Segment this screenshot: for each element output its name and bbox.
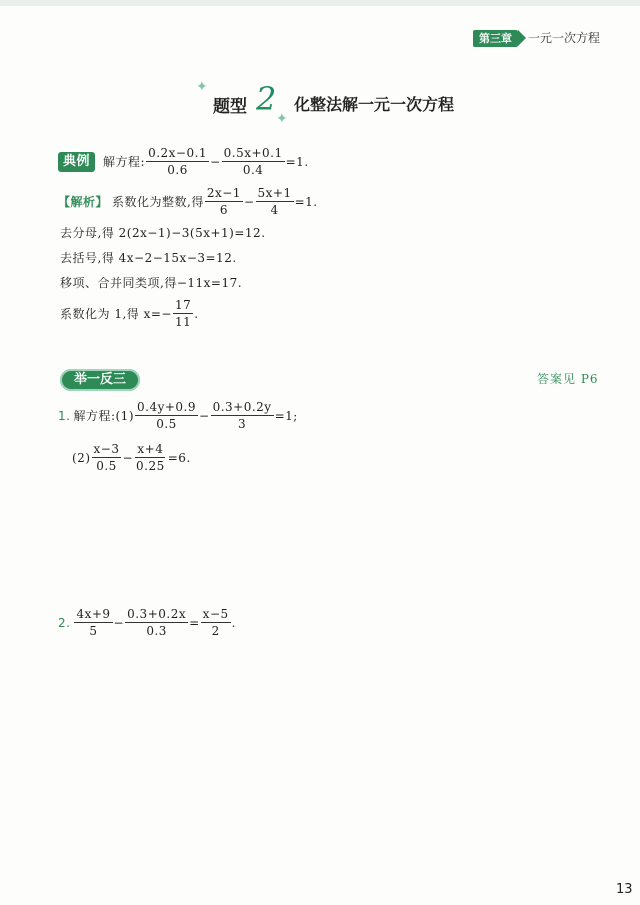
- analysis-step4: 移项、合并同类项,得−11x=17.: [60, 276, 243, 290]
- fraction: $\frac{0.5x+0.1}{0.4}$: [223, 146, 283, 177]
- practice-tag: 举一反三: [60, 369, 140, 391]
- fraction: $\frac{4x+9}{5}$: [76, 607, 111, 638]
- fraction: $\frac{0.3+0.2x}{0.3}$: [127, 607, 187, 638]
- answer-reference: 答案见 P6: [537, 372, 599, 386]
- example-prompt: 解方程:: [103, 155, 146, 169]
- section-title-word: 题型: [213, 97, 247, 117]
- fraction: $\frac{2x-1}{6}$: [206, 186, 241, 217]
- fraction: $\frac{x-5}{2}$: [202, 607, 229, 638]
- fraction: $\frac{0.3+0.2y}{3}$: [212, 400, 272, 431]
- fraction: $\frac{x+4}{0.25}$: [136, 442, 165, 473]
- question-1-part-2: (2) $\frac{x-3}{0.5}$ − $\frac{x+4}{0.25}$ =6.: [72, 442, 191, 473]
- question-1: 1. 解方程:(1) $\frac{0.4y+0.9}{0.5}$ − $\frac{0.3+0.2y}{3}$ =1;: [58, 400, 298, 431]
- analysis-step3: 去括号,得 4x−2−15x−3=12.: [60, 251, 237, 265]
- example-line: 典例 解方程: $\frac{0.2x-0.1}{0.6}$ − $\frac{0.5x+0.1}{0.4}$ =1.: [58, 146, 309, 177]
- fraction: $\frac{0.2x-0.1}{0.6}$: [148, 146, 208, 177]
- page-number: 13: [616, 882, 633, 897]
- section-title-number: 2: [256, 80, 277, 118]
- chapter-badge: 第三章: [473, 30, 518, 47]
- question-number: 2.: [58, 615, 71, 630]
- page-top-strip: [0, 0, 640, 6]
- analysis-step1: 【解析】 系数化为整数,得 $\frac{2x-1}{6}$ − $\frac{5x+1}{4}$ =1.: [58, 186, 318, 217]
- fraction: $\frac{5x+1}{4}$: [257, 186, 292, 217]
- analysis-step5: 系数化为 1,得 x=− $\frac{17}{11}$ .: [60, 298, 199, 329]
- question-2: 2. $\frac{4x+9}{5}$ − $\frac{0.3+0.2x}{0.3}$ = $\frac{x-5}{2}$ .: [58, 607, 236, 638]
- chapter-title: 一元一次方程: [528, 31, 601, 45]
- fraction: $\frac{17}{11}$: [174, 298, 192, 329]
- sparkle-icon: ✦: [276, 111, 288, 127]
- section-title: 化整法解一元一次方程: [294, 95, 455, 114]
- fraction: $\frac{0.4y+0.9}{0.5}$: [137, 400, 197, 431]
- analysis-step2: 去分母,得 2(2x−1)−3(5x+1)=12.: [60, 226, 266, 240]
- fraction: $\frac{x-3}{0.5}$: [93, 442, 120, 473]
- sparkle-icon: ✦: [196, 79, 208, 95]
- analysis-tag: 【解析】: [58, 195, 109, 209]
- question-number: 1.: [58, 408, 71, 423]
- example-tag: 典例: [58, 152, 95, 172]
